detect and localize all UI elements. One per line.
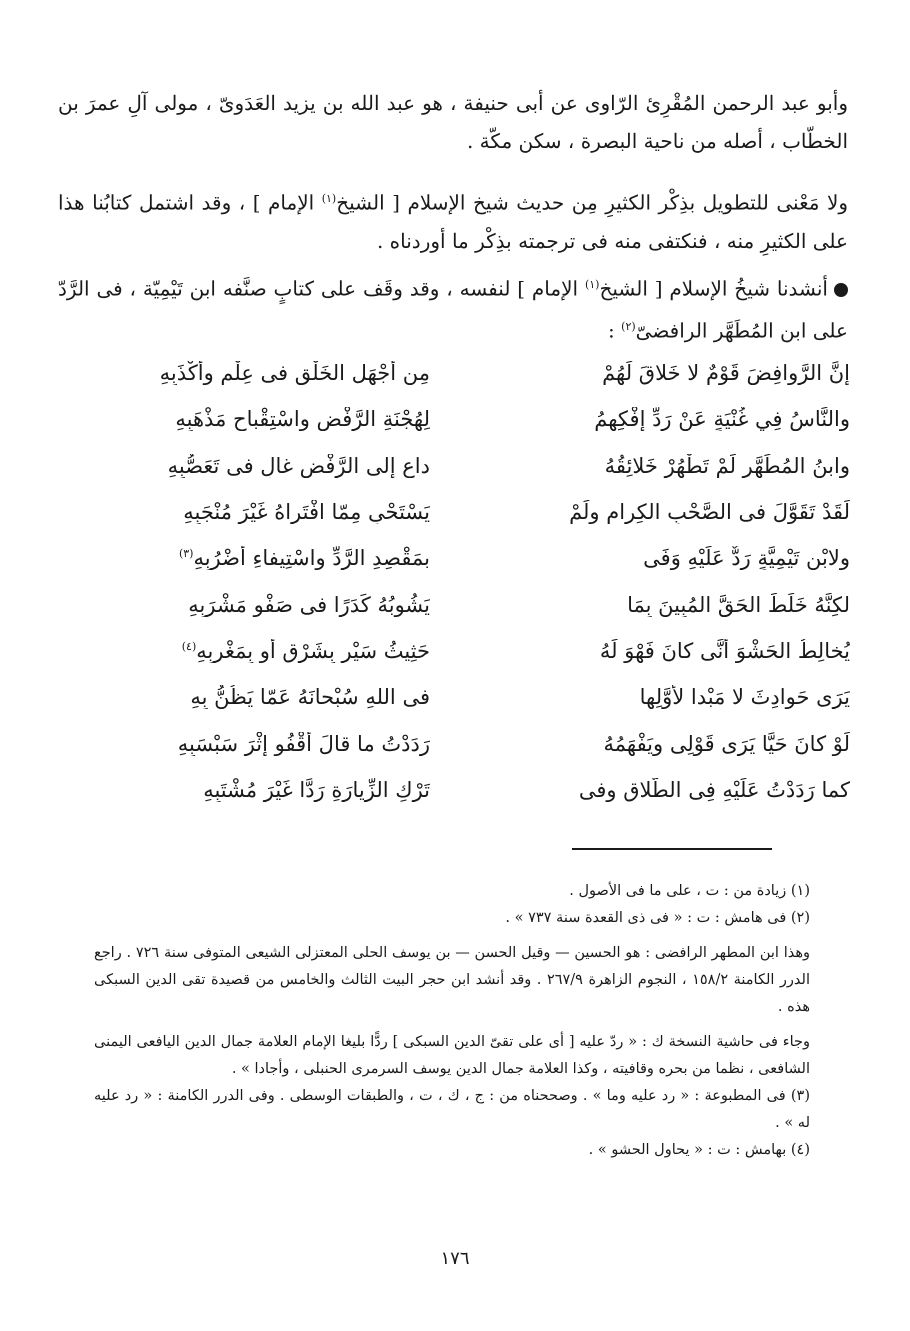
poem-verse [60,767,850,813]
verse-second-hemistich [70,546,430,570]
paragraph-narrator [58,84,848,160]
paragraph-recitation [58,266,848,349]
verse-first-hemistich: وابنُ المُطَهَّرِ لَمْ تَطْهُرْ خَلائِقُهُ [604,453,850,478]
footnotes [94,878,810,1164]
bullet-icon [834,283,848,297]
hemistich-text: حَثِيثُ سَيْرٍ بِشَرْقٍ أو بِمَغْرِبِهِ [196,638,430,663]
paragraph-no-elaboration [58,180,848,260]
verse-second-hemistich: تَرْكِ الزِّيارَةِ رَدًّا غَيْرَ مُشْتَبِهِ [203,777,430,802]
poem-verse [60,720,850,766]
poem-verse [60,489,850,535]
paragraph-text: وأبو عبد الرحمن المُقْرِئ الرّاوى عن أبى حنيفة ، هو عبد الله بن يزيد العَدَوىّ ، مولى آلِ عمرَ بن الخطّاب ، أصله من ناحية البصرة ، سكن مكّة . [58,91,848,153]
verse-first-hemistich: يَرَى حَوادِثَ لا مَبْدا لأَوَّلِها [639,685,850,710]
page-number: ١٧٦ [440,1248,470,1269]
verse-second-hemistich: يَسْتَحْىِ مِمّا افْتَراهُ غَيْرَ مُنْجَبِهِ [183,500,430,525]
footnote: (١) زيادة من : ت ، على ما فى الأصول . [569,883,810,899]
poem-verse [60,581,850,627]
footnote: وهذا ابن المطهر الرافضى : هو الحسين — وقيل الحسن — بن يوسف الحلى المعتزلى الشيعى المتوفى سنة ٧٢٦ . راجع الدرر الكامنة ١٥٨/٢ ، النجوم الزاهرة ٢٦٧/٩ . وقد أنشد ابن حجر البيت الثالث والخامس من قصيدة تقى الدين السبكى هذه . [94,945,810,1015]
paragraph-text: ولا مَعْنى للتطويل بذِكْر الكثيرِ مِن حديث شيخ الإسلام [ الشيخ [336,190,849,215]
verse-second-hemistich [70,639,430,663]
verse-second-hemistich: داعٍ إلى الرَّفْضِ غالٍ فى تَعَصُّبِهِ [167,453,430,478]
poem-verse [60,628,850,674]
verse-first-hemistich: كما رَدَدْتُ عَلَيْهِ فِى الطَّلاقِ وفى [578,777,850,802]
verse-first-hemistich: لَوْ كانَ حَيًّا يَرَى قَوْلِى ويَفْهَمُهُ [603,731,850,756]
verse-second-hemistich: يَشُوبُهُ كَدَرًا فى صَفْوِ مَشْرَبِهِ [188,592,430,617]
verse-second-hemistich: فى اللهِ سُبْحانَهُ عَمّا يَظُنُّ بِهِ [190,685,430,710]
footnote: (٤) بهامش : ت : « يحاول الحشو » . [588,1142,810,1158]
hemistich-text: بمَقْصِدِ الرَّدِّ واسْتِيفاءِ أضْرُبِهِ [193,546,430,571]
footnote-ref: (٣) [178,547,194,561]
poem-verse [60,350,850,396]
verse-first-hemistich: إنَّ الرَّوافِضَ قَوْمٌ لا خَلاقَ لَهُمْ [602,361,850,386]
poem-verse [60,535,850,581]
paragraph-text: : [608,318,622,343]
footnote: (٢) فى هامش : ت : « فى ذى القعدة سنة ٧٣٧ » . [505,910,810,926]
verse-second-hemistich: رَدَدْتُ ما قالَ أقْفُو إثْرَ سَبْسَبِهِ [177,731,430,756]
footnote-ref: (٤) [181,639,197,653]
verse-first-hemistich: لَقَدْ تَقَوَّلَ فى الصَّحْبِ الكِرامِ ولَمْ [569,500,850,525]
footnote-ref: (٢) [621,319,636,333]
footnote-ref: (١) [584,278,600,291]
verse-first-hemistich: ولابْنِ تَيْمِيَّةٍ رَدٌّ عَلَيْهِ وَفَى [643,546,850,571]
verse-first-hemistich: لكِنَّهُ خَلَطَ الحَقَّ المُبِينَ بِمَا [627,592,850,617]
poem-verse [60,396,850,442]
footnote-ref: (١) [321,192,337,205]
footnote-divider [572,848,772,850]
footnote: (٣) فى المطبوعة : « رد عليه وما » . وصححناه من : ج ، ك ، ت ، والطبقات الوسطى . وفى الدرر الكامنة : « رد عليه له » . [94,1088,810,1131]
poem-verse [60,674,850,720]
poem-verse [60,443,850,489]
verse-second-hemistich: لِهُجْنَةِ الرَّفْضِ واسْتِقْباحِ مَذْهَبِهِ [175,407,430,432]
paragraph-text: الإمام ] لنفسه ، وقد وقَف على كتابٍ صنَّفه ابن تَيْمِيّة ، فى الرَّدّ على ابن المُطَهَّر الرافضىّ [58,276,848,343]
paragraph-text: أنشدنا شيخُ الإسلام [ الشيخ [599,276,828,301]
verse-second-hemistich: مِن أجْهَلِ الخَلْقِ فى عِلْمٍ وأَكْذَبِهِ [159,361,430,386]
verse-first-hemistich: والنَّاسُ فِي غُنْيَةٍ عَنْ رَدِّ إفْكِهِمُ [594,407,850,432]
footnote: وجاء فى حاشية النسخة ك : « ردّ عليه [ أى على تقىّ الدين السبكى ] ردًّا بليغا الإمام العلامة جمال الدين اليافعى اليمنى الشافعى ، نظما من بحره وقافيته ، وكذا العلامة جمال الدين يوسف السرمرى الحنبلى ، وأجادا » . [94,1034,810,1077]
paragraph-text: الإمام ] ، وقد اشتمل كتابُنا هذا على الكثيرِ منه ، فنكتفى منه فى ترجمته بذِكْر ما أوردناه . [58,190,848,253]
verse-first-hemistich: يُخالِطُ الحَشْوَ أنَّى كانَ فَهْوَ لَهُ [599,638,850,663]
poem [60,350,850,813]
